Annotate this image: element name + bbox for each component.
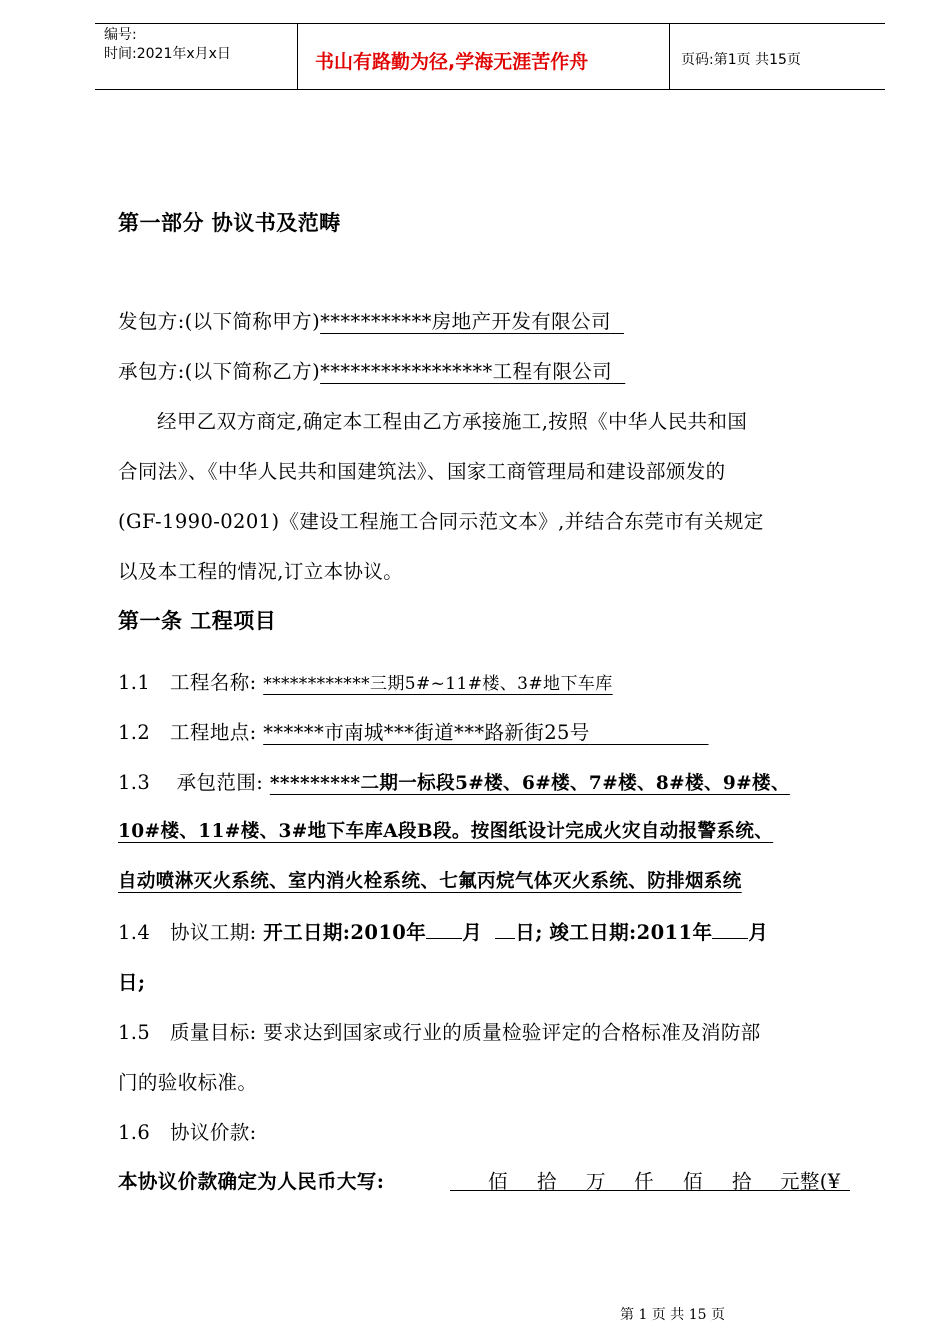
item-1-1-label: 工程名称:	[170, 671, 257, 694]
item-1-3	[118, 767, 790, 795]
price-unit-shi-1: 拾	[537, 1170, 557, 1193]
start-date-label: 开工日期:2010年	[263, 921, 427, 944]
price-line	[118, 1166, 384, 1194]
header-top-rule	[95, 23, 885, 24]
header-motto: 书山有路勤为径,学海无涯苦作舟	[315, 51, 589, 73]
price-unit-wan: 万	[586, 1170, 606, 1193]
header-divider-left	[297, 23, 298, 89]
price-unit-yuan: 元整(¥	[780, 1170, 841, 1193]
article-1-title: 第一条 工程项目	[118, 609, 277, 633]
item-1-3-label: 承包范围:	[176, 771, 264, 794]
item-1-4-label: 协议工期:	[170, 921, 257, 944]
item-1-6	[118, 1117, 257, 1145]
header-divider-right	[669, 23, 670, 89]
start-month-blank	[426, 920, 462, 939]
start-day-unit: 日;	[515, 921, 543, 944]
contractor-label: 承包方:(以下简称乙方)	[118, 360, 321, 383]
item-1-2	[118, 717, 709, 745]
start-day-blank	[495, 920, 515, 939]
contractor-name: *****************工程有限公司	[320, 360, 613, 383]
item-1-2-label: 工程地点:	[170, 721, 257, 744]
item-1-1	[118, 667, 613, 695]
page-footer: 第 1 页 共 15 页	[620, 1307, 725, 1323]
price-label: 本协议价款确定为人民币大写:	[118, 1170, 385, 1193]
scope-line-3: 自动喷淋灭火系统、室内消火栓系统、七氟丙烷气体灭火系统、防排烟系统	[118, 871, 742, 892]
intro-line-2: 合同法》、《中华人民共和国建筑法》、国家工商管理局和建设部颁发的	[118, 460, 726, 483]
scope-line-2: 10#楼、11#楼、3#地下车库A段B段。按图纸设计完成火灾自动报警系统、	[118, 821, 774, 842]
quality-line-2: 门的验收标准。	[118, 1071, 258, 1094]
item-1-4-number: 1.4	[118, 921, 151, 944]
employer-name: ***********房地产开发有限公司	[320, 310, 611, 333]
price-unit-bai-2: 佰	[683, 1170, 703, 1193]
item-1-1-number: 1.1	[118, 671, 151, 694]
item-1-3-number: 1.3	[118, 771, 151, 794]
header-page-info: 页码:第1页 共15页	[681, 52, 801, 68]
start-month-unit: 月	[462, 921, 483, 944]
item-1-5	[118, 1017, 761, 1045]
item-1-4	[118, 917, 768, 945]
intro-line-4: 以及本工程的情况,订立本协议。	[118, 560, 404, 583]
header-bottom-rule	[95, 89, 885, 90]
price-unit-bai-1: 佰	[488, 1170, 508, 1193]
contractor-line	[118, 356, 625, 384]
price-unit-qian: 仟	[634, 1170, 654, 1193]
item-1-5-number: 1.5	[118, 1021, 151, 1044]
item-1-2-number: 1.2	[118, 721, 151, 744]
part-title: 第一部分 协议书及范畴	[118, 211, 341, 235]
end-date-label: 竣工日期:2011年	[549, 921, 713, 944]
intro-line-1: 经甲乙双方商定,确定本工程由乙方承接施工,按照《中华人民共和国	[157, 410, 748, 433]
project-name-value: ************三期5#~11#楼、3#地下车库	[263, 674, 613, 694]
doc-number-label: 编号:	[104, 27, 137, 43]
item-1-6-label: 协议价款:	[170, 1121, 257, 1144]
employer-line	[118, 306, 624, 334]
item-1-5-label: 质量目标:	[170, 1021, 257, 1044]
item-1-6-number: 1.6	[118, 1121, 151, 1144]
scope-line-1: *********二期一标段5#楼、6#楼、7#楼、8#楼、9#楼、	[269, 773, 790, 794]
doc-date-label: 时间:2021年x月x日	[104, 46, 231, 62]
employer-label: 发包方:(以下简称甲方)	[118, 310, 321, 333]
quality-line-1: 要求达到国家或行业的质量检验评定的合格标准及消防部	[263, 1021, 761, 1044]
end-day-unit: 日;	[118, 971, 146, 994]
end-month-unit: 月	[748, 921, 769, 944]
end-month-blank	[712, 920, 748, 939]
intro-line-3: (GF-1990-0201)《建设工程施工合同示范文本》,并结合东莞市有关规定	[118, 510, 764, 533]
price-unit-shi-2: 拾	[732, 1170, 752, 1193]
project-location-value: ******市南城***街道***路新街25号	[263, 721, 590, 744]
